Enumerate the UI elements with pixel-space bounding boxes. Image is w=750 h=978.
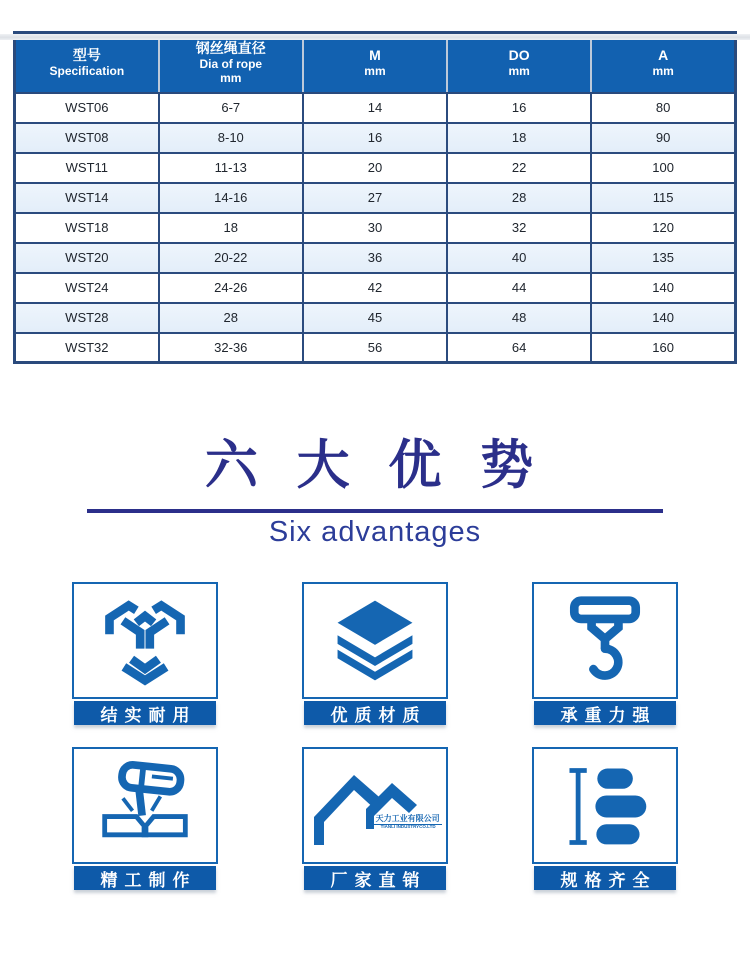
column-header-specification [15,33,159,93]
header-unit: mm [220,71,242,86]
table-cell: 42 [303,273,447,303]
advantage-card-material [302,582,448,725]
header-cn: 型号 [72,47,101,64]
table-cell: WST18 [15,213,159,243]
table-cell: 90 [591,123,735,153]
table-cell: 64 [447,333,591,363]
table-cell: 120 [591,213,735,243]
table-cell: 27 [303,183,447,213]
header-en: Specification [49,63,125,78]
table-cell: 135 [591,243,735,273]
table-cell: 32 [447,213,591,243]
table-cell: 100 [591,153,735,183]
column-header-a [591,33,735,93]
table-cell: 16 [303,123,447,153]
table-cell: 140 [591,273,735,303]
header-cn: A [658,47,669,64]
table-cell: 56 [303,333,447,363]
table-cell: 28 [159,303,303,333]
table-cell: 30 [303,213,447,243]
table-row [15,183,736,213]
table-cell: 24-26 [159,273,303,303]
table-cell: WST06 [15,93,159,123]
table-cell: 16 [447,93,591,123]
header-cn: M [369,47,381,64]
table-cell: 14-16 [159,183,303,213]
tri-chain-link-icon [72,582,218,699]
table-cell: 22 [447,153,591,183]
header-cn: DO [508,47,530,64]
table-cell: 8-10 [159,123,303,153]
table-header-row [15,33,736,93]
advantage-card-sturdy [72,582,218,725]
title-divider-line [87,509,663,513]
table-row [15,333,736,363]
column-header-do [447,33,591,93]
advantage-label: 厂家直销 [304,866,446,890]
table-cell: WST11 [15,153,159,183]
header-en: Dia of rope [199,56,263,71]
table-cell: 20 [303,153,447,183]
advantage-card-load [532,582,678,725]
header-cn: 钢丝绳直径 [195,39,266,56]
advantage-card-factory [302,747,448,890]
table-cell: WST14 [15,183,159,213]
table-cell: WST24 [15,273,159,303]
crane-hook-icon [532,582,678,699]
table-cell: 36 [303,243,447,273]
advantage-card-specs [532,747,678,890]
advantage-label: 优质材质 [304,701,446,725]
factory-logo-en: TIANLI INDUSTRYCO.LTD [380,824,436,830]
table-cell: 45 [303,303,447,333]
advantages-grid [72,582,678,890]
advantage-label: 承重力强 [534,701,676,725]
table-row [15,93,736,123]
table-cell: 18 [159,213,303,243]
table-cell: 140 [591,303,735,333]
table-cell: 48 [447,303,591,333]
table-row [15,123,736,153]
table-cell: WST28 [15,303,159,333]
table-cell: 28 [447,183,591,213]
ruler-sizes-icon [532,747,678,864]
table-row [15,273,736,303]
table-cell: WST32 [15,333,159,363]
table-cell: 40 [447,243,591,273]
layers-icon [302,582,448,699]
table-cell: 32-36 [159,333,303,363]
factory-roof-icon [302,747,448,864]
advantage-label: 结实耐用 [74,701,216,725]
advantage-label: 规格齐全 [534,866,676,890]
factory-logo-cn: 天力工业有限公司 [374,814,442,825]
header-en: mm [508,63,530,78]
section-subtitle: Six advantages [268,516,482,549]
table-cell: 115 [591,183,735,213]
spec-table [13,31,737,364]
top-divider-strip [0,34,750,40]
factory-logo [374,814,442,831]
table-cell: WST08 [15,123,159,153]
table-cell: 14 [303,93,447,123]
table-cell: 6-7 [159,93,303,123]
table-row [15,303,736,333]
table-cell: WST20 [15,243,159,273]
header-en: mm [364,63,386,78]
table-row [15,243,736,273]
advantage-card-workmanship [72,747,218,890]
table-row [15,153,736,183]
column-header-rope-dia [159,33,303,93]
header-en: mm [652,63,674,78]
table-row [15,213,736,243]
table-cell: 18 [447,123,591,153]
table-cell: 80 [591,93,735,123]
table-cell: 44 [447,273,591,303]
advantage-label: 精工制作 [74,866,216,890]
table-cell: 11-13 [159,153,303,183]
table-cell: 160 [591,333,735,363]
column-header-m [303,33,447,93]
section-title: 六 大 优 势 [204,436,546,495]
table-cell: 20-22 [159,243,303,273]
welding-icon [72,747,218,864]
